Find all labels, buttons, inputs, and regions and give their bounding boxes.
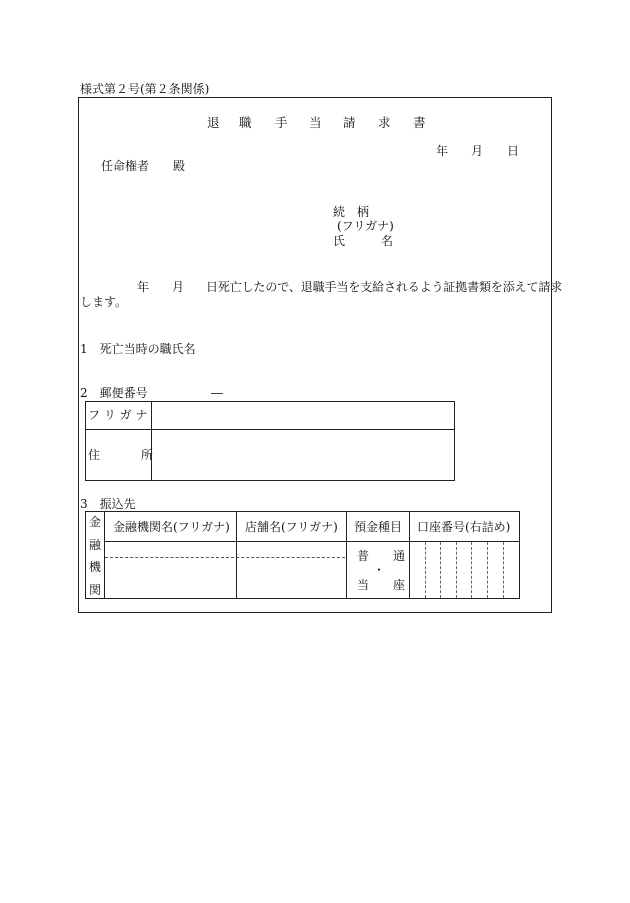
claimant-furigana: (フリガナ): [337, 219, 394, 233]
bank-col-line: [104, 511, 105, 599]
deposit-type-dot: ・: [373, 563, 386, 577]
title-char: 当: [309, 115, 322, 130]
deposit-type-toza[interactable]: 当 座: [357, 578, 406, 592]
bank-name-field[interactable]: [106, 559, 235, 597]
bank-vertical-char: 融: [89, 538, 102, 552]
bank-col-line: [346, 511, 347, 599]
body-month: 月: [172, 280, 185, 294]
title-char: 退: [207, 115, 220, 130]
col-deposit-type: 預金種目: [354, 520, 403, 534]
section2-label: 2 郵便番号: [80, 386, 148, 400]
branch-name-field[interactable]: [238, 543, 345, 597]
form-number: 様式第２号(第２条関係): [80, 82, 210, 96]
body-line2: します。: [80, 295, 128, 309]
bank-vertical-char: 金: [89, 515, 102, 529]
claimant-relation: 続 柄: [333, 205, 370, 219]
date-day: 日: [507, 144, 520, 158]
address-table-divider: [151, 401, 152, 481]
bank-col-line: [409, 511, 410, 599]
date-year: 年: [436, 144, 449, 158]
title-char: 職: [239, 115, 252, 130]
bank-header-line: [104, 541, 520, 542]
col-account-number: 口座番号(右詰め): [417, 520, 511, 534]
body-line1: 日死亡したので、退職手当を支給されるよう証拠書類を添えて請求: [206, 280, 563, 294]
address-label-b: 所: [141, 448, 154, 462]
address-table-row-line: [85, 429, 455, 430]
bank-vertical-char: 機: [89, 560, 102, 574]
title-char: 手: [275, 115, 288, 130]
title-char: 請: [343, 115, 356, 130]
bank-vertical-char: 関: [89, 583, 102, 597]
section1-label: 1 死亡当時の職氏名: [80, 342, 196, 356]
body-year: 年: [137, 280, 150, 294]
title-char: 書: [413, 115, 426, 130]
col-branch-name: 店舗名(フリガナ): [245, 520, 338, 534]
addressee-label: 任命権者: [101, 159, 150, 173]
account-number-field[interactable]: [411, 543, 518, 597]
title-char: 求: [378, 115, 391, 130]
section3-label: 3 振込先: [80, 497, 136, 511]
bank-col-line: [236, 511, 237, 599]
addressee-suffix: 殿: [173, 159, 186, 173]
address-field[interactable]: [153, 431, 453, 479]
col-bank-name: 金融機関名(フリガナ): [113, 520, 230, 534]
postal-dash: ―: [211, 386, 223, 400]
deposit-type-futsu[interactable]: 普 通: [357, 549, 406, 563]
claimant-name: 氏 名: [333, 234, 394, 248]
date-month: 月: [471, 144, 484, 158]
furigana-label: フ リ ガ ナ: [88, 408, 148, 422]
address-label-a: 住: [88, 448, 101, 462]
furigana-field[interactable]: [153, 403, 453, 427]
